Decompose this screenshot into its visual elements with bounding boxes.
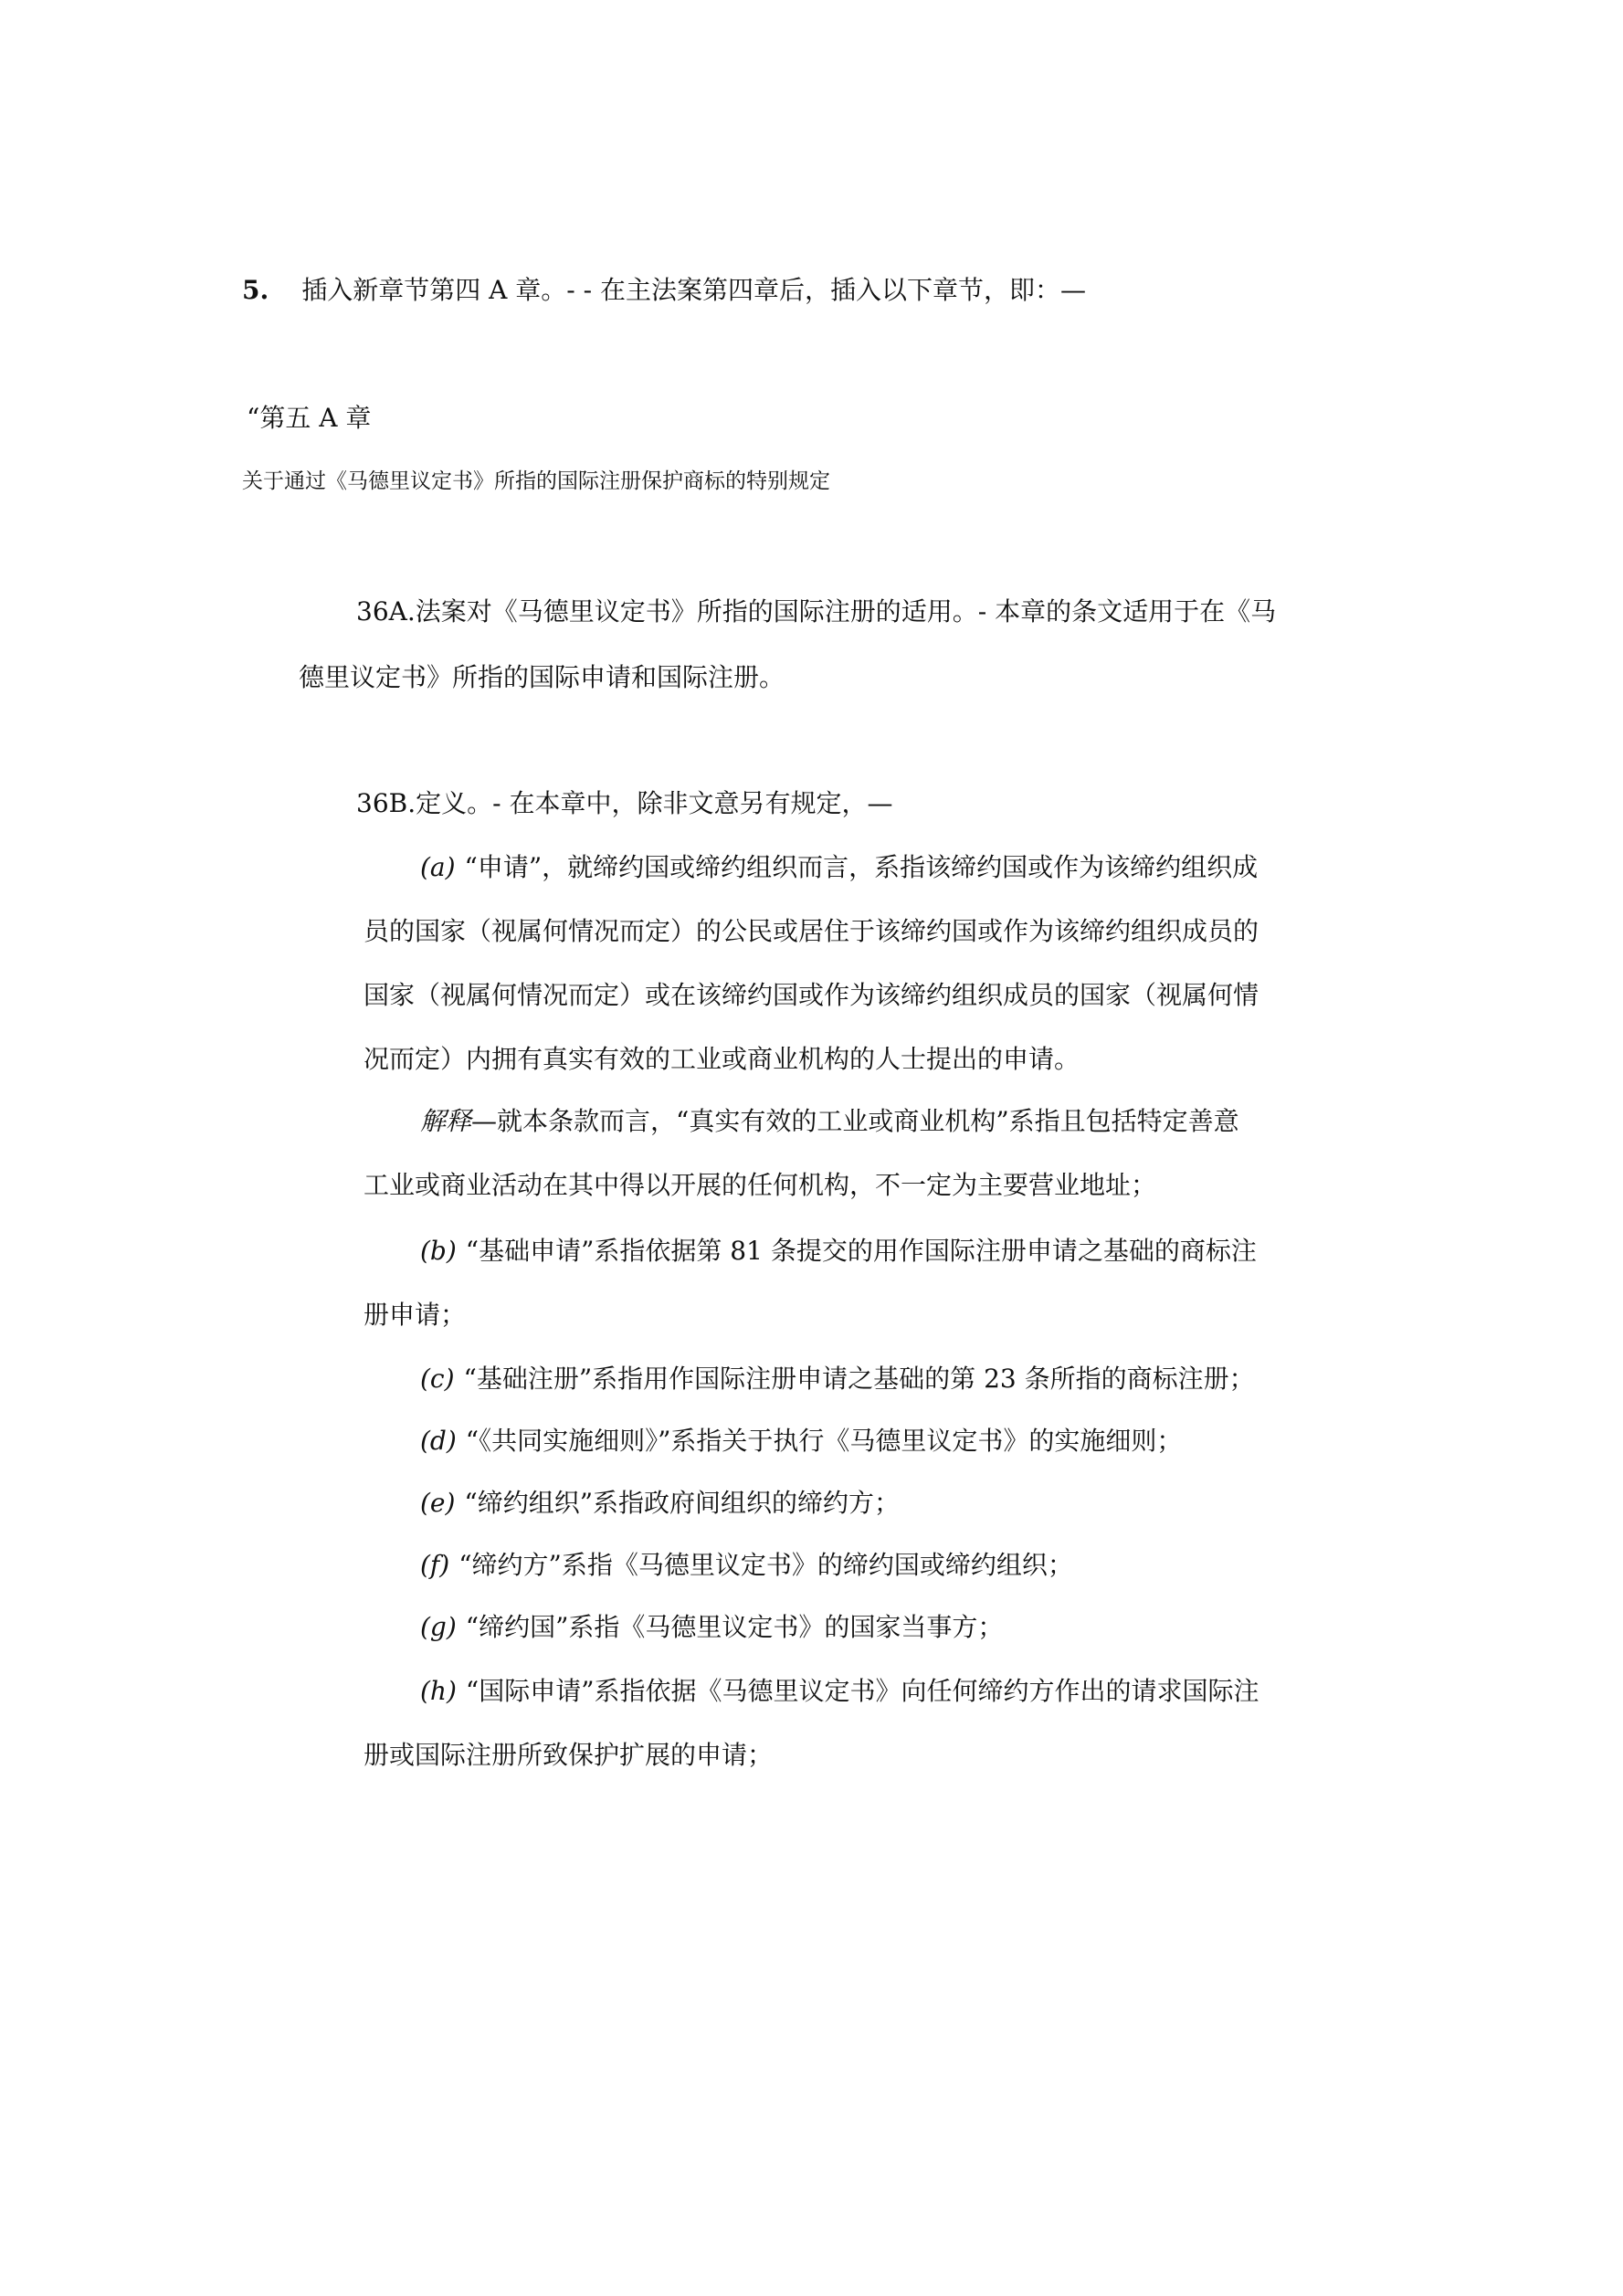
clause-b-text: “基础申请”系指依据第 81 条提交的用作国际注册申请之基础的商标注	[465, 1236, 1257, 1266]
clause-g-label: (g)	[420, 1612, 457, 1642]
section-36a-line-2: 德里议定书》所指的国际申请和国际注册。	[299, 662, 785, 692]
clause-a-line-4: 况而定）内拥有真实有效的工业或商业机构的人士提出的申请。	[364, 1044, 1080, 1074]
clause-h-text: “国际申请”系指依据《马德里议定书》向任何缔约方作出的请求国际注	[465, 1676, 1259, 1706]
clause-b-label: (b)	[420, 1236, 457, 1266]
section-36a-line-1: 36A.法案对《马德里议定书》所指的国际注册的适用。- 本章的条文适用于在《马	[356, 596, 1277, 627]
explanation-text: —就本条款而言，“真实有效的工业或商业机构”系指且包括特定善意	[471, 1106, 1239, 1136]
clause-c-text: “基础注册”系指用作国际注册申请之基础的第 23 条所指的商标注册；	[463, 1364, 1255, 1394]
clause-f	[420, 1547, 1073, 1584]
clause-e	[420, 1485, 900, 1522]
chapter-subtitle: 关于通过《马德里议定书》所指的国际注册保护商标的特别规定	[242, 469, 830, 493]
clause-d-label: (d)	[420, 1426, 457, 1456]
clause-b-line-1	[420, 1233, 1257, 1269]
clause-c-label: (c)	[420, 1364, 455, 1394]
clause-f-text: “缔约方”系指《马德里议定书》的缔约国或缔约组织；	[458, 1550, 1073, 1580]
clause-a-line-2: 员的国家（视属何情况而定）的公民或居住于该缔约国或作为该缔约组织成员的	[364, 916, 1259, 946]
clause-a-line-3: 国家（视属何情况而定）或在该缔约国或作为该缔约组织成员的国家（视属何情	[364, 980, 1259, 1010]
explanation-label: 解释	[420, 1106, 472, 1136]
section-number: 5.	[242, 275, 269, 305]
explanation-line-1	[420, 1103, 1239, 1140]
clause-a-text: “申请”，就缔约国或缔约组织而言，系指该缔约国或作为该缔约组织成	[464, 852, 1259, 882]
clause-g	[420, 1609, 1003, 1646]
clause-f-label: (f)	[420, 1550, 450, 1580]
chapter-heading: “第五 A 章	[247, 403, 372, 433]
clause-e-label: (e)	[420, 1488, 456, 1518]
clause-a-label: (a)	[420, 852, 456, 882]
clause-d-text: “《共同实施细则》”系指关于执行《马德里议定书》的实施细则；	[465, 1426, 1183, 1456]
section-5-text: 插入新章节第四 A 章。- - 在主法案第四章后，插入以下章节，即：—	[301, 275, 1086, 305]
section-5-heading	[242, 272, 1086, 309]
clause-h-line-2: 册或国际注册所致保护扩展的申请；	[364, 1740, 774, 1770]
clause-c	[420, 1361, 1255, 1397]
section-36b-intro: 36B.定义。- 在本章中，除非文意另有规定，—	[356, 788, 893, 818]
clause-a-line-1	[420, 849, 1258, 886]
explanation-line-2: 工业或商业活动在其中得以开展的任何机构，不一定为主要营业地址；	[364, 1170, 1157, 1200]
clause-h-line-1	[420, 1673, 1259, 1710]
clause-g-text: “缔约国”系指《马德里议定书》的国家当事方；	[465, 1612, 1004, 1642]
clause-b-line-2: 册申请；	[364, 1300, 467, 1330]
clause-d	[420, 1423, 1182, 1459]
clause-e-text: “缔约组织”系指政府间组织的缔约方；	[464, 1488, 901, 1518]
clause-h-label: (h)	[420, 1676, 457, 1706]
